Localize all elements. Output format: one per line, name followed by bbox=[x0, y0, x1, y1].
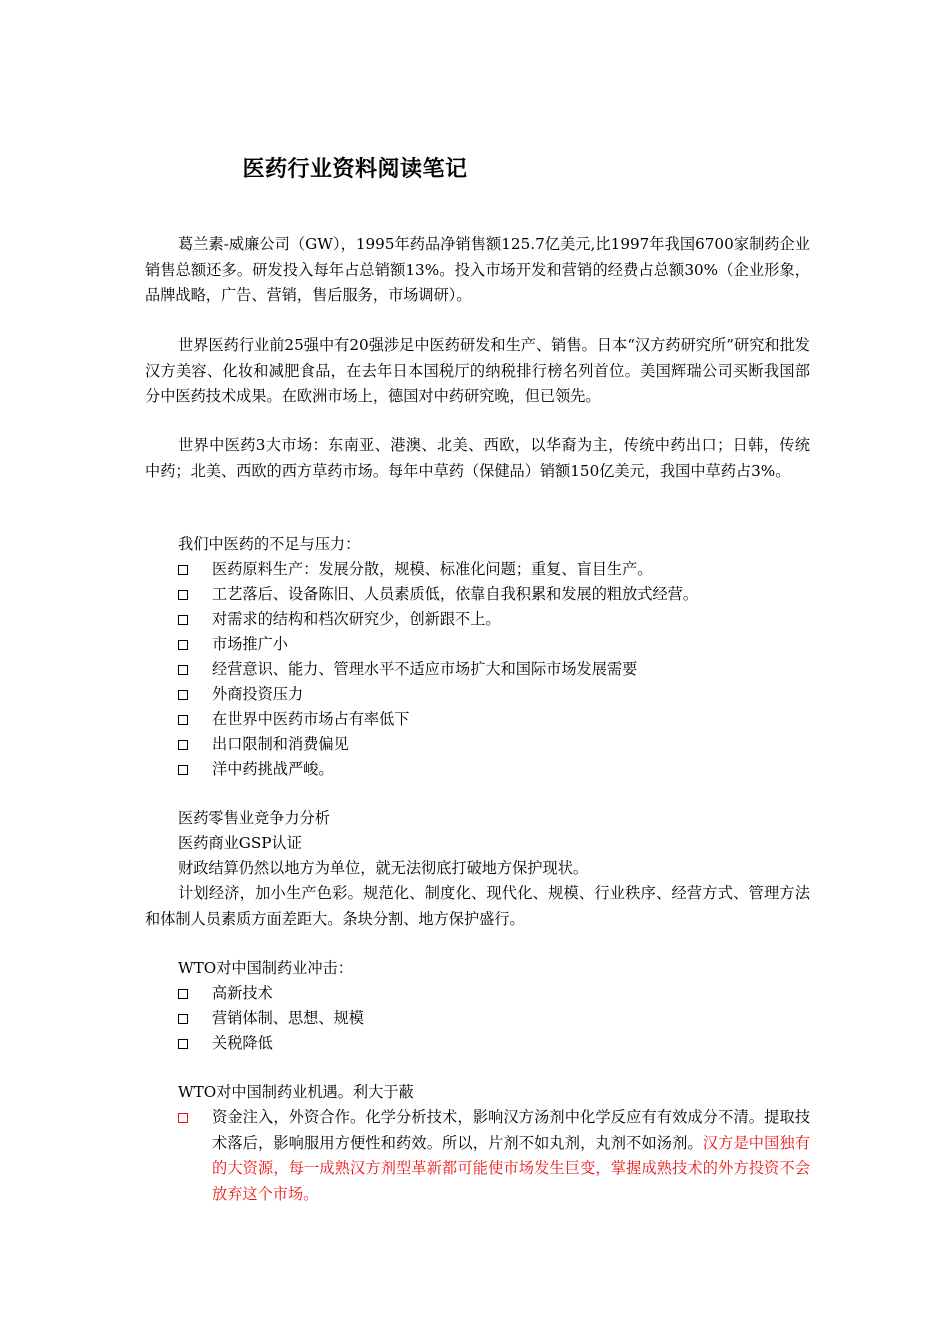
list-item: 市场推广小 bbox=[145, 632, 810, 657]
list-item: 高新技术 bbox=[145, 981, 810, 1006]
highlighted-text: 汉方是中国独有的大资源，每一成熟汉方剂型革新都可能使市场发生巨变，掌握成熟技术的外方投资不会放弃这个市场。 bbox=[212, 1133, 811, 1203]
list-item: 洋中药挑战严峻。 bbox=[145, 757, 810, 782]
checkbox-icon bbox=[178, 1014, 188, 1024]
retail-paragraph: 计划经济，加小生产色彩。规范化、制度化、现代化、规模、行业秩序、经营方式、管理方法和体制人员素质方面差距大。条块分割、地方保护盛行。 bbox=[145, 884, 810, 928]
wto-impact-heading: WTO对中国制药业冲击： bbox=[178, 959, 353, 977]
checkbox-icon bbox=[178, 1113, 188, 1123]
pressure-list bbox=[145, 557, 810, 782]
checkbox-icon bbox=[178, 989, 188, 999]
checkbox-icon bbox=[178, 565, 188, 575]
paragraph-tcm-markets: 世界中医药3大市场：东南亚、港澳、北美、西欧，以华裔为主，传统中药出口；日韩，传统中药；北美、西欧的西方草药市场。每年中草药（保健品）销额150亿美元，我国中草药占3%。 bbox=[145, 436, 810, 480]
checkbox-icon bbox=[178, 715, 188, 725]
checkbox-icon bbox=[178, 665, 188, 675]
wto-opportunity-list bbox=[145, 1105, 810, 1207]
list-item: 外商投资压力 bbox=[145, 682, 810, 707]
checkbox-icon bbox=[178, 740, 188, 750]
list-item: 经营意识、能力、管理水平不适应市场扩大和国际市场发展需要 bbox=[145, 657, 810, 682]
retail-line-1: 医药零售业竞争力分析 bbox=[178, 809, 330, 827]
wto-opportunity-heading: WTO对中国制药业机遇。利大于蔽 bbox=[178, 1083, 414, 1101]
list-item: 工艺落后、设备陈旧、人员素质低，依靠自我积累和发展的粗放式经营。 bbox=[145, 582, 810, 607]
checkbox-icon bbox=[178, 765, 188, 775]
list-item: 资金注入，外资合作。化学分析技术，影响汉方汤剂中化学反应有有效成分不清。提取技术落后，影响服用方便性和药效。所以，片剂不如丸剂，丸剂不如汤剂。汉方是中国独有的大资源，每一成熟汉方剂型革新都可能使市场发生巨变，掌握成熟技术的外方投资不会放弃这个市场。 bbox=[145, 1105, 810, 1207]
checkbox-icon bbox=[178, 640, 188, 650]
list-item: 对需求的结构和档次研究少，创新跟不上。 bbox=[145, 607, 810, 632]
pressure-heading: 我们中医药的不足与压力： bbox=[178, 535, 361, 553]
retail-line-2: 医药商业GSP认证 bbox=[178, 834, 302, 852]
list-item: 关税降低 bbox=[145, 1031, 810, 1056]
paragraph-world-pharma: 世界医药行业前25强中有20强涉足中医药研发和生产、销售。日本“汉方药研究所”研究和批发汉方美容、化妆和减肥食品，在去年日本国税厅的纳税排行榜名列首位。美国辉瑞公司买断我国部分中医药技术成果。在欧洲市场上，德国对中药研究晚，但已领先。 bbox=[145, 336, 810, 405]
list-item: 营销体制、思想、规模 bbox=[145, 1006, 810, 1031]
wto-impact-list bbox=[145, 981, 810, 1056]
list-item: 医药原料生产：发展分散，规模、标准化问题；重复、盲目生产。 bbox=[145, 557, 810, 582]
checkbox-icon bbox=[178, 1039, 188, 1049]
checkbox-icon bbox=[178, 615, 188, 625]
checkbox-icon bbox=[178, 690, 188, 700]
paragraph-gsk: 葛兰素-威廉公司（GW），1995年药品净销售额125.7亿美元,比1997年我国6700家制药企业销售总额还多。研发投入每年占总销额13%。投入市场开发和营销的经费占总额30%（企业形象，品牌战略，广告、营销，售后服务，市场调研）。 bbox=[145, 235, 810, 304]
list-item: 出口限制和消费偏见 bbox=[145, 732, 810, 757]
retail-line-3: 财政结算仍然以地方为单位，就无法彻底打破地方保护现状。 bbox=[178, 859, 589, 877]
checkbox-icon bbox=[178, 590, 188, 600]
page-title: 医药行业资料阅读笔记 bbox=[242, 157, 468, 182]
list-item: 在世界中医药市场占有率低下 bbox=[145, 707, 810, 732]
